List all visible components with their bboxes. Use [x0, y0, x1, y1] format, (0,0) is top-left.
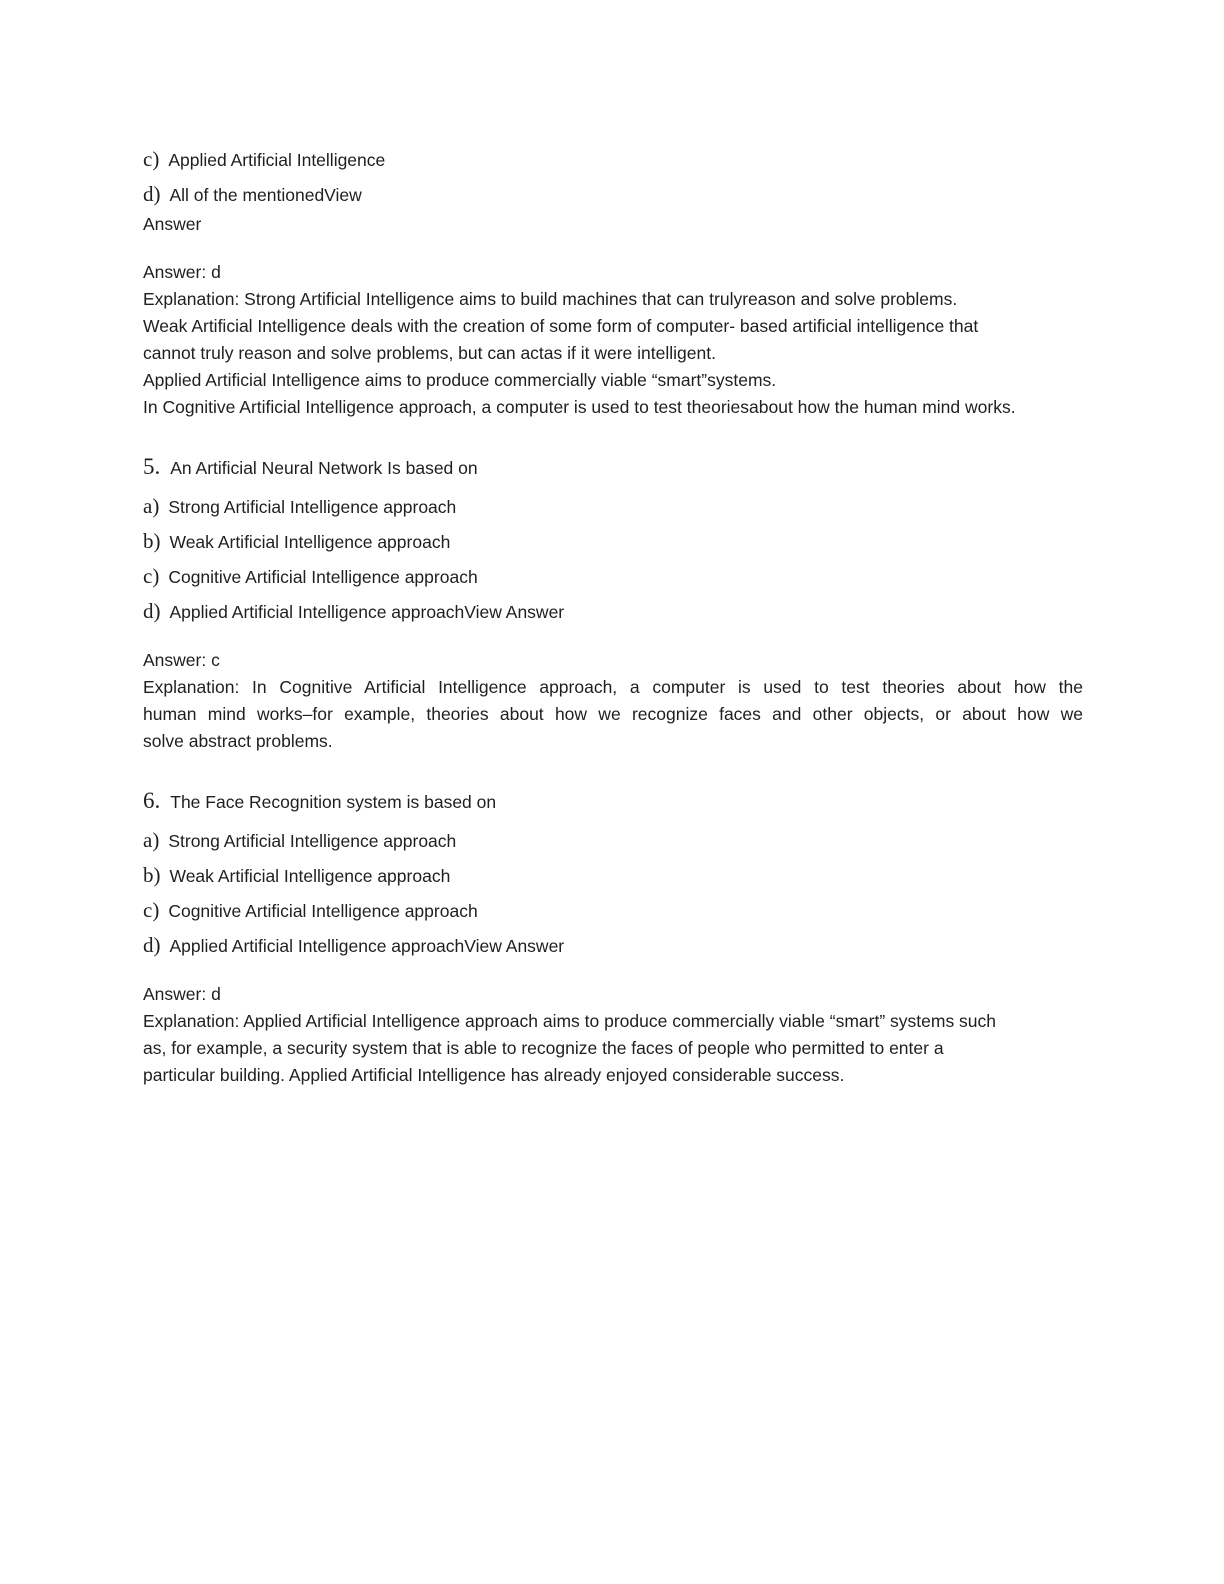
explanation-line: as, for example, a security system that is able to recognize the faces of people who permitted to enter a	[143, 1038, 944, 1058]
option-letter: a)	[143, 828, 160, 852]
question-number: 5.	[143, 454, 161, 479]
option-letter: d)	[143, 599, 161, 623]
explanation-line: human mind works–for example, theories about how we recognize faces and other objects, or about how we	[143, 704, 1083, 724]
option-row	[143, 932, 1083, 960]
option-text: Cognitive Artificial Intelligence approach	[168, 567, 478, 587]
option-text: Strong Artificial Intelligence approach	[168, 497, 457, 517]
document-content	[143, 146, 1083, 1089]
option-text: Weak Artificial Intelligence approach	[169, 866, 451, 886]
question-heading	[143, 453, 1083, 482]
explanation-line: Explanation: In Cognitive Artificial Intelligence approach, a computer is used to test theories about how the	[143, 677, 1083, 697]
option-text: Cognitive Artificial Intelligence approach	[168, 901, 478, 921]
option-letter: c)	[143, 898, 160, 922]
explanation-line: Explanation: Applied Artificial Intelligence approach aims to produce commercially viable “smart” systems such	[143, 1011, 997, 1031]
explanation-line: Weak Artificial Intelligence deals with the creation of some form of computer- based artificial intelligence that	[143, 316, 979, 336]
option-letter: d)	[143, 182, 161, 206]
option-row	[143, 827, 1083, 855]
option-row	[143, 862, 1083, 890]
question-title: An Artificial Neural Network Is based on	[170, 458, 478, 478]
question-title: The Face Recognition system is based on	[170, 792, 497, 812]
explanation-line: particular building. Applied Artificial Intelligence has already enjoyed considerable success.	[143, 1065, 845, 1085]
option-text: Applied Artificial Intelligence approachView Answer	[169, 936, 565, 956]
option-text: Strong Artificial Intelligence approach	[168, 831, 457, 851]
option-letter: b)	[143, 863, 161, 887]
explanation-line: cannot truly reason and solve problems, but can actas if it were intelligent.	[143, 343, 716, 363]
explanation-line: In Cognitive Artificial Intelligence approach, a computer is used to test theoriesabout how the human mind works.	[143, 397, 1016, 417]
answer-label: Answer: c	[143, 650, 220, 670]
option-text: All of the mentionedView	[169, 185, 362, 205]
explanation-line: solve abstract problems.	[143, 731, 333, 751]
option-row	[143, 146, 1083, 174]
option-letter: a)	[143, 494, 160, 518]
option-row	[143, 897, 1083, 925]
option-text: Applied Artificial Intelligence	[168, 150, 386, 170]
option-row	[143, 181, 1083, 209]
question-number: 6.	[143, 788, 161, 813]
option-letter: b)	[143, 529, 161, 553]
option-text: Weak Artificial Intelligence approach	[169, 532, 451, 552]
answer-label: Answer: d	[143, 262, 221, 282]
option-letter: c)	[143, 564, 160, 588]
option-letter: c)	[143, 147, 160, 171]
answer-label: Answer: d	[143, 984, 221, 1004]
option-letter: d)	[143, 933, 161, 957]
explanation-line: Applied Artificial Intelligence aims to produce commercially viable “smart”systems.	[143, 370, 777, 390]
option-text: Applied Artificial Intelligence approachView Answer	[169, 602, 565, 622]
explanation-line: Explanation: Strong Artificial Intelligence aims to build machines that can trulyreason and solve problems.	[143, 289, 958, 309]
option-row	[143, 563, 1083, 591]
view-answer-wrap-line: Answer	[143, 214, 202, 234]
option-row	[143, 598, 1083, 626]
question-heading	[143, 787, 1083, 816]
option-row	[143, 528, 1083, 556]
option-row	[143, 493, 1083, 521]
